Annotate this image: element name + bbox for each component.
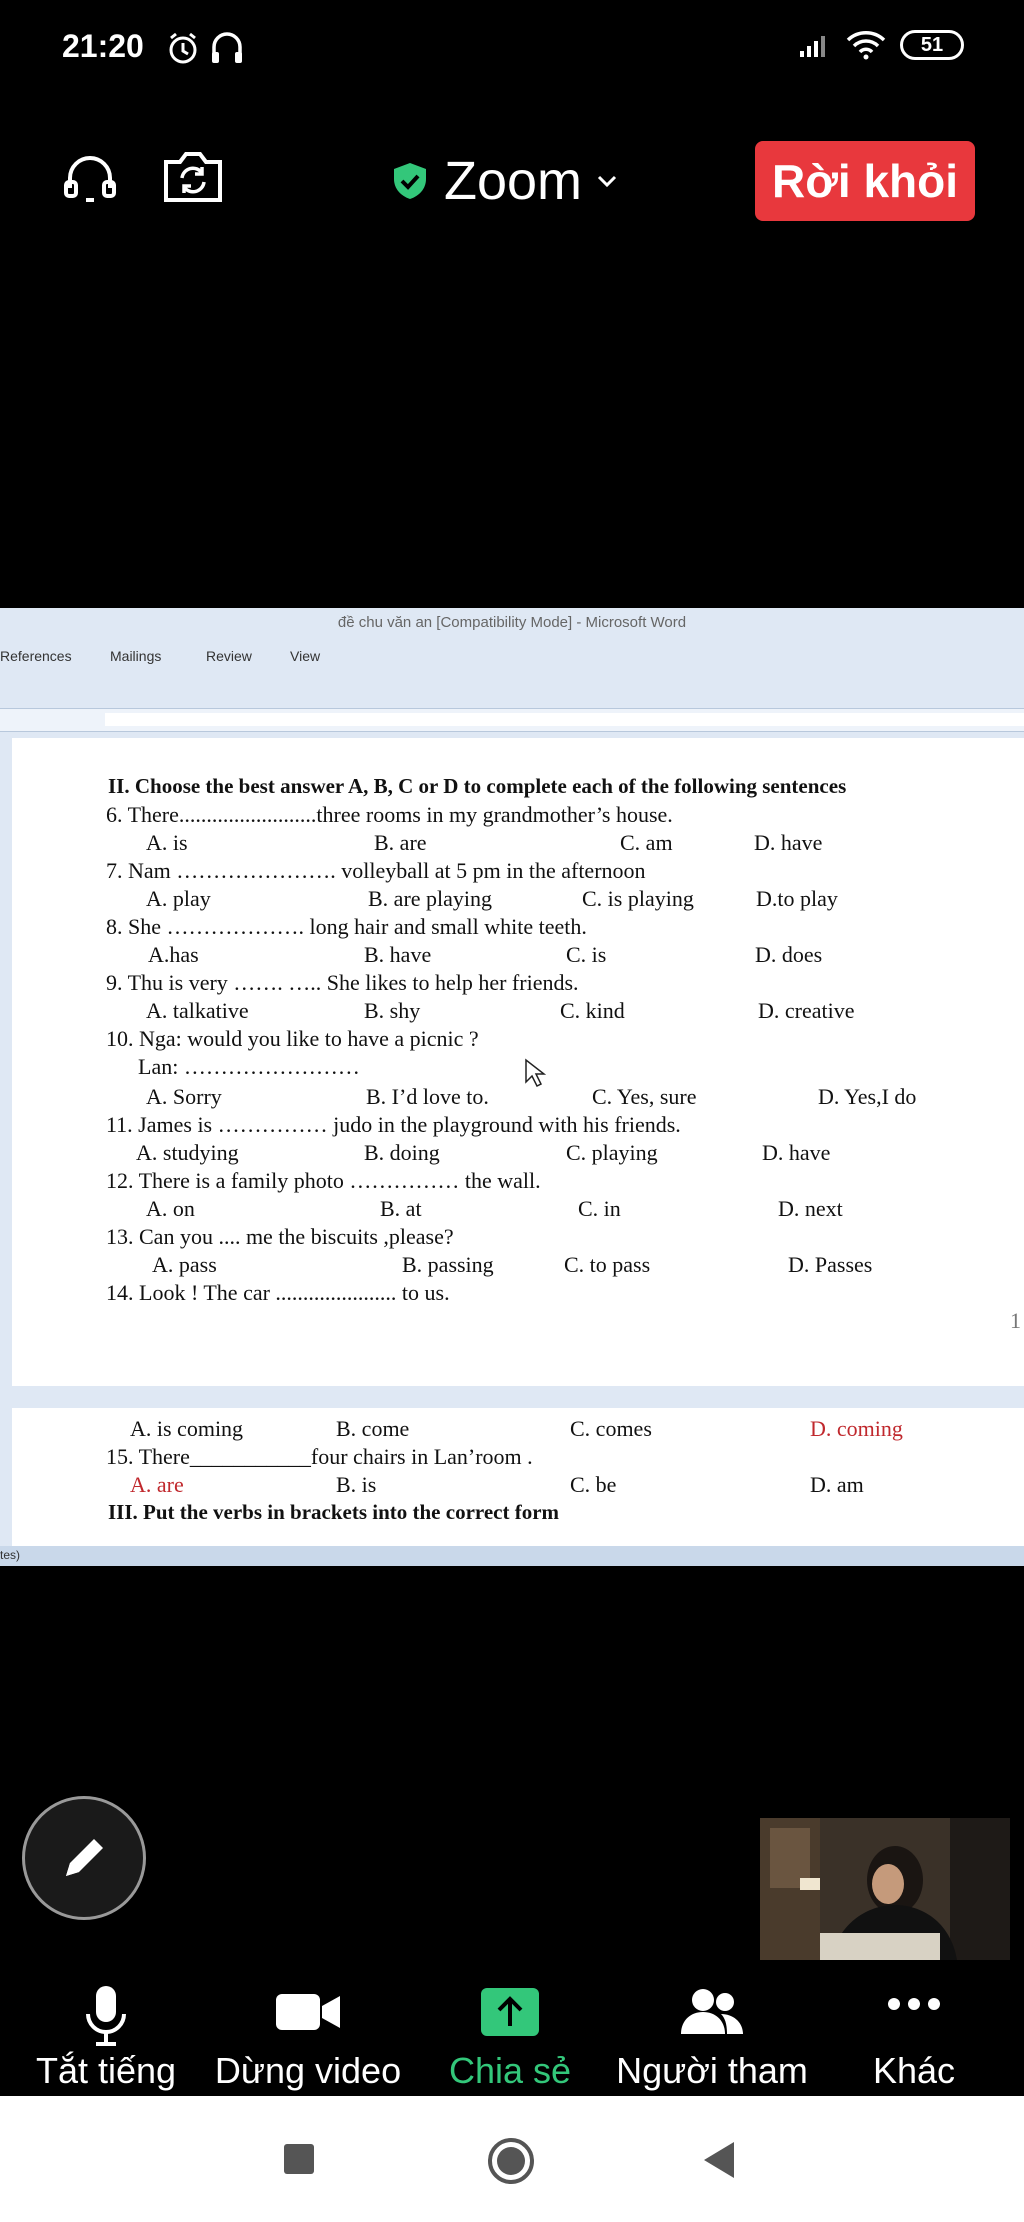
word-status-bar xyxy=(0,1546,1024,1566)
mute-button[interactable] xyxy=(6,1970,206,2091)
ribbon-tab-review: Review xyxy=(206,648,252,664)
option: D. am xyxy=(810,1472,864,1497)
share-label: Chia sẻ xyxy=(448,2050,572,2091)
home-icon[interactable] xyxy=(486,2136,536,2186)
option: D. Passes xyxy=(788,1252,873,1277)
option: D.to play xyxy=(756,886,838,911)
headset-icon xyxy=(210,30,244,71)
more-label: Khác xyxy=(872,2050,956,2091)
mouse-cursor-icon xyxy=(524,1058,546,1088)
meeting-title[interactable] xyxy=(390,150,618,212)
option: D. does xyxy=(755,942,823,967)
recents-icon[interactable] xyxy=(282,2142,316,2176)
option-highlighted: D. coming xyxy=(810,1416,903,1441)
word-window-title: đề chu văn an [Compatibility Mode] - Microsoft Word xyxy=(337,614,687,631)
option: A. is xyxy=(146,830,188,855)
chevron-down-icon xyxy=(596,173,618,189)
participants-label: Người tham xyxy=(616,2050,808,2091)
option: D. next xyxy=(778,1196,843,1221)
microphone-icon xyxy=(84,1984,128,2048)
audio-switch-icon[interactable] xyxy=(62,152,118,213)
option: B. at xyxy=(380,1196,422,1221)
question-10-lan: Lan: …………………… xyxy=(138,1054,360,1079)
option: A. pass xyxy=(152,1252,217,1277)
option: B. have xyxy=(364,942,432,967)
section-heading-3: III. Put the verbs in brackets into the correct form xyxy=(108,1500,560,1524)
mute-label: Tắt tiếng xyxy=(35,2050,177,2091)
meeting-toolbar xyxy=(0,1970,1024,2095)
switch-camera-icon[interactable] xyxy=(160,148,226,211)
annotate-button[interactable] xyxy=(22,1796,146,1920)
battery-indicator: 51 xyxy=(900,30,964,60)
option: C. is xyxy=(566,942,607,967)
wifi-icon xyxy=(846,30,886,60)
option: C. comes xyxy=(570,1416,652,1441)
system-nav-bar xyxy=(0,2096,1024,2222)
option: B. is xyxy=(336,1472,377,1497)
meeting-title-text: Zoom xyxy=(444,151,583,211)
more-dots-icon xyxy=(886,1996,942,2012)
question-12: 12. There is a family photo …………… the wall. xyxy=(106,1168,541,1193)
option: C. am xyxy=(620,830,673,855)
question-15: 15. There___________four chairs in Lan’room . xyxy=(106,1444,533,1469)
option: C. is playing xyxy=(582,886,694,911)
option: C. be xyxy=(570,1472,617,1497)
section-heading: II. Choose the best answer A, B, C or D to complete each of the following sentences xyxy=(108,774,847,798)
pencil-icon xyxy=(58,1832,110,1884)
option: B. shy xyxy=(364,998,421,1023)
share-arrow-icon xyxy=(479,1986,541,2038)
question-8: 8. She ………………. long hair and small white teeth. xyxy=(106,914,587,939)
video-camera-icon xyxy=(274,1990,342,2034)
question-6: 6. There.........................three rooms in my grandmother’s house. xyxy=(106,802,673,827)
word-ruler xyxy=(0,708,1024,732)
option: B. I’d love to. xyxy=(366,1084,489,1109)
ribbon-tab-mailings: Mailings xyxy=(110,648,162,664)
question-10: 10. Nga: would you like to have a picnic ? xyxy=(106,1026,479,1051)
question-11: 11. James is …………… judo in the playground with his friends. xyxy=(106,1112,681,1137)
option: A. on xyxy=(146,1196,195,1221)
option: D. have xyxy=(762,1140,831,1165)
page-number: 1 xyxy=(1010,1308,1021,1333)
question-7: 7. Nam …………………. volleyball at 5 pm in the afternoon xyxy=(106,858,646,883)
option: C. in xyxy=(578,1196,621,1221)
ribbon-tab-references: References xyxy=(0,648,72,664)
option: D. Yes,I do xyxy=(818,1084,917,1109)
question-9: 9. Thu is very ……. ….. She likes to help her friends. xyxy=(106,970,579,995)
option: B. come xyxy=(336,1416,410,1441)
option: A. studying xyxy=(136,1140,239,1165)
signal-icon xyxy=(798,31,832,59)
option: C. to pass xyxy=(564,1252,651,1277)
share-button[interactable] xyxy=(410,1970,610,2091)
option: C. kind xyxy=(560,998,625,1023)
option: C. Yes, sure xyxy=(592,1084,697,1109)
more-button[interactable] xyxy=(814,1970,1014,2091)
status-right xyxy=(798,30,964,60)
document-page-2 xyxy=(12,1408,1024,1548)
question-14: 14. Look ! The car ...................... to us. xyxy=(106,1280,450,1305)
option: A.has xyxy=(148,942,199,967)
participant-video-image xyxy=(760,1818,1010,1960)
leave-button[interactable]: Rời khỏi xyxy=(755,141,975,221)
option: D. have xyxy=(754,830,823,855)
question-13: 13. Can you .... me the biscuits ,please? xyxy=(106,1224,454,1249)
participants-icon xyxy=(679,1986,745,2038)
option: A. is coming xyxy=(130,1416,244,1441)
alarm-icon xyxy=(165,30,201,71)
option: A. play xyxy=(146,886,211,911)
word-ribbon xyxy=(0,642,1024,672)
option: B. doing xyxy=(364,1140,440,1165)
stop-video-label: Dừng video xyxy=(214,2050,402,2091)
option-highlighted: A. are xyxy=(130,1472,184,1497)
back-icon[interactable] xyxy=(702,2140,736,2180)
option: B. passing xyxy=(402,1252,494,1277)
ribbon-tab-view: View xyxy=(290,648,321,664)
word-status-text: tes) xyxy=(0,1548,21,1562)
option: B. are playing xyxy=(368,886,493,911)
document-page-1 xyxy=(12,738,1024,1386)
status-time: 21:20 xyxy=(62,28,144,64)
participants-button[interactable] xyxy=(612,1970,812,2091)
shared-screen xyxy=(0,608,1024,1566)
option: C. playing xyxy=(566,1140,658,1165)
option: B. are xyxy=(374,830,427,855)
participant-video[interactable] xyxy=(760,1818,1010,1960)
option: A. Sorry xyxy=(146,1084,222,1109)
stop-video-button[interactable] xyxy=(208,1970,408,2091)
option: D. creative xyxy=(758,998,855,1023)
option: A. talkative xyxy=(146,998,249,1023)
shield-check-icon xyxy=(390,161,430,201)
